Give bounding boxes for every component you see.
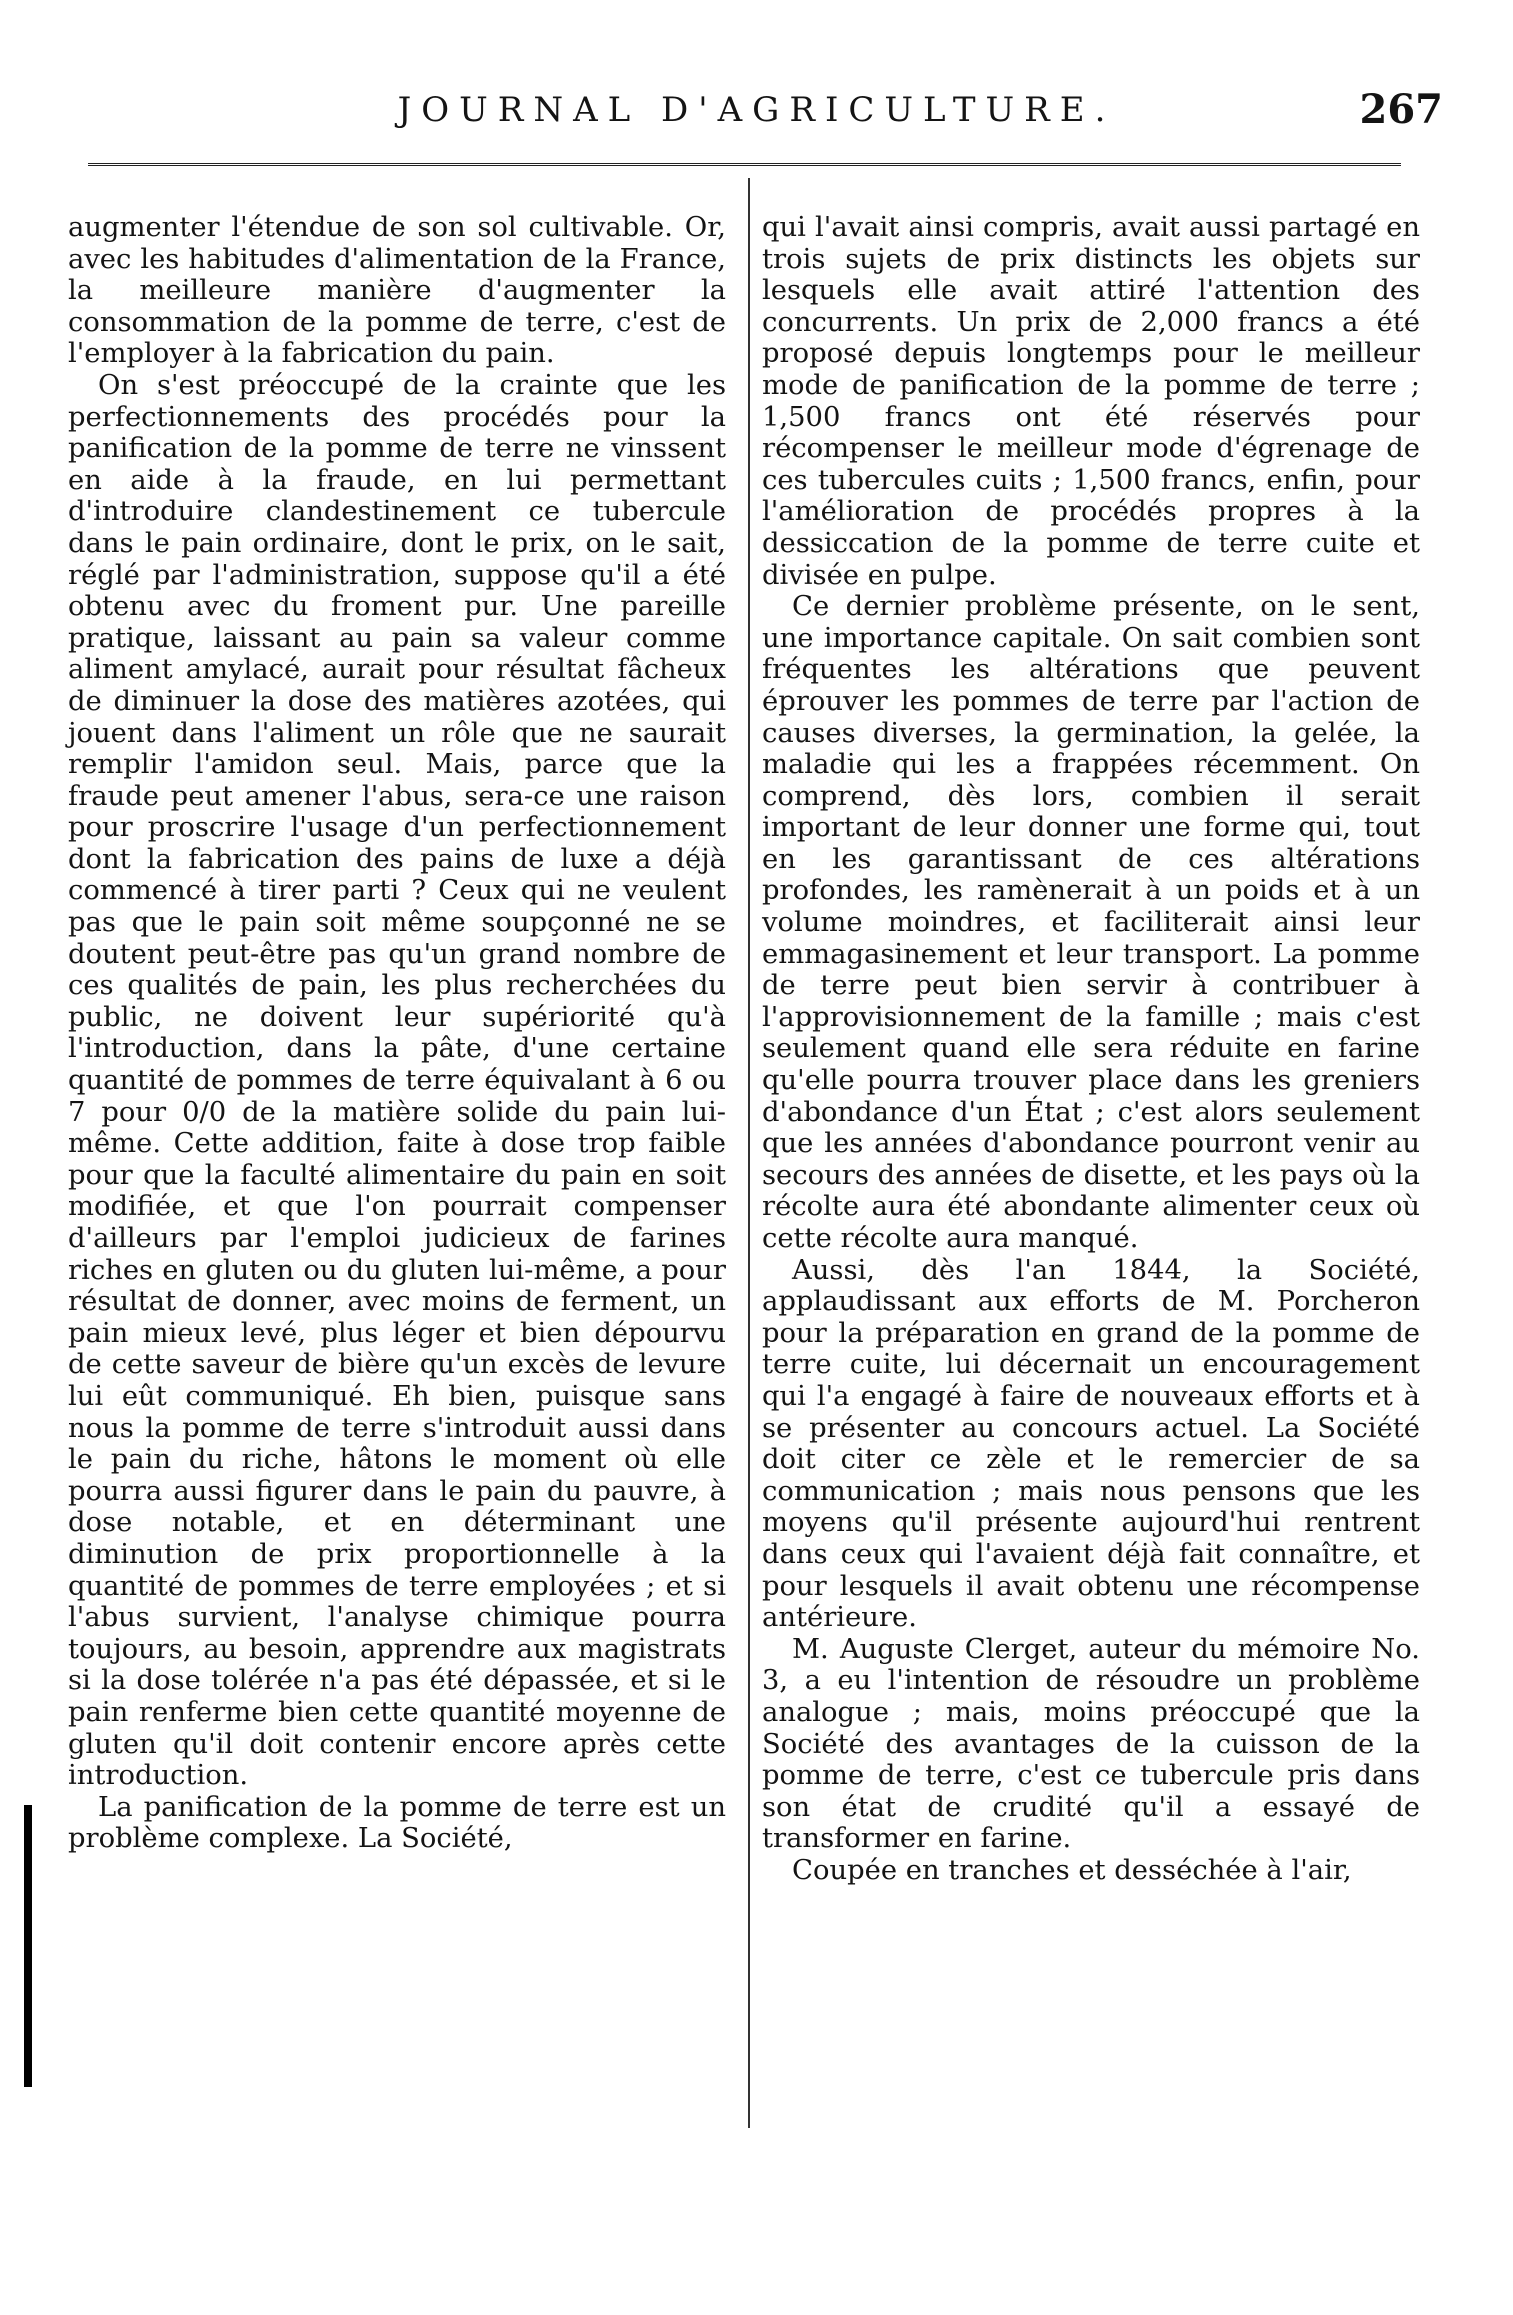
- paragraph: La panification de la pomme de terre est un problème complexe. La Société,: [68, 1791, 726, 1855]
- column-divider: [748, 178, 750, 2128]
- paragraph: Ce dernier problème présente, on le sent, une importance capitale. On sait combien sont fréquentes les altérations que peuvent éprouver les pommes de terre par l'action de causes diverses, la germination, la gelée, la maladie qui les a frappées récemment. On comprend, dès lors, combien il serait important de leur donner une forme qui, tout en les garantissant de ces altérations profondes, les ramènerait à un poids et à un volume moindres, et faciliterait ainsi leur emmagasinement et leur transport. La pomme de terre peut bien servir à contribuer à l'approvisionnement de la famille ; mais c'est seulement quand elle sera réduite en farine qu'elle pourra trouver place dans les greniers d'abondance d'un État ; c'est alors seulement que les années d'abondance pourront venir au secours des années de disette, et les pays où la récolte aura été abondante alimenter ceux où cette récolte aura manqué.: [762, 591, 1420, 1254]
- paragraph: M. Auguste Clerget, auteur du mémoire No. 3, a eu l'intention de résoudre un problème analogue ; mais, moins préoccupé que la Société des avantages de la cuisson de la pomme de terre, c'est ce tubercule pris dans son état de crudité qu'il a essayé de transformer en farine.: [762, 1633, 1420, 1855]
- paragraph: Coupée en tranches et desséchée à l'air,: [792, 1854, 1352, 1886]
- page-number: 267: [1359, 86, 1443, 133]
- page-header: [60, 88, 1453, 138]
- left-column: [68, 212, 726, 1855]
- right-column: [762, 212, 1420, 1886]
- running-title: JOURNAL D'AGRICULTURE.: [397, 90, 1116, 130]
- paragraph: augmenter l'étendue de son sol cultivable. Or, avec les habitudes d'alimentation de la France, la meilleure manière d'augmenter la consommation de la pomme de terre, c'est de l'employer à la fabrication du pain.: [68, 212, 726, 370]
- header-rule: [88, 163, 1401, 166]
- margin-mark: [24, 1805, 32, 2087]
- paragraph: On s'est préoccupé de la crainte que les perfectionnements des procédés pour la panification de la pomme de terre ne vinssent en aide à la fraude, en lui permettant d'introduire clandestinement ce tubercule dans le pain ordinaire, dont le prix, on le sait, réglé par l'administration, suppose qu'il a été obtenu avec du froment pur. Une pareille pratique, laissant au pain sa valeur comme aliment amylacé, aurait pour résultat fâcheux de diminuer la dose des matières azotées, qui jouent dans l'aliment un rôle que ne saurait remplir l'amidon seul. Mais, parce que la fraude peut amener l'abus, sera-ce une raison pour proscrire l'usage d'un perfectionnement dont la fabrication des pains de luxe a déjà commencé à tirer parti ? Ceux qui ne veulent pas que le pain soit même soupçonné ne se doutent peut-être pas qu'un grand nombre de ces qualités de pain, les plus recherchées du public, ne doivent leur supériorité qu'à l'introduction, dans la pâte, d'une certaine quantité de pommes de terre équivalant à 6 ou 7 pour 0/0 de la matière solide du pain lui-même. Cette addition, faite à dose trop faible pour que la faculté alimentaire du pain en soit modifiée, et que l'on pourrait compenser d'ailleurs par l'emploi judicieux de farines riches en gluten ou du gluten lui-même, a pour résultat de donner, avec moins de ferment, un pain mieux levé, plus léger et bien dépourvu de cette saveur de bière qu'un excès de levure lui eût communiqué. Eh bien, puisque sans nous la pomme de terre s'introduit aussi dans le pain du riche, hâtons le moment où elle pourra aussi figurer dans le pain du pauvre, à dose notable, et en déterminant une diminution de prix proportionnelle à la quantité de pommes de terre employées ; et si l'abus survient, l'analyse chimique pourra toujours, au besoin, apprendre aux magistrats si la dose tolérée n'a pas été dépassée, et si le pain renferme bien cette quantité moyenne de gluten qu'il doit contenir encore après cette introduction.: [68, 369, 726, 1792]
- paragraph: qui l'avait ainsi compris, avait aussi partagé en trois sujets de prix distincts les objets sur lesquels elle avait attiré l'attention des concurrents. Un prix de 2,000 francs a été proposé depuis longtemps pour le meilleur mode de panification de la pomme de terre ; 1,500 francs ont été réservés pour récompenser le meilleur mode d'égrenage de ces tubercules cuits ; 1,500 francs, enfin, pour l'amélioration de procédés propres à la dessiccation de la pomme de terre cuite et divisée en pulpe.: [762, 212, 1420, 591]
- paragraph: Aussi, dès l'an 1844, la Société, applaudissant aux efforts de M. Porcheron pour la préparation en grand de la pomme de terre cuite, lui décernait un encouragement qui l'a engagé à faire de nouveaux efforts et à se présenter au concours actuel. La Société doit citer ce zèle et le remercier de sa communication ; mais nous pensons que les moyens qu'il présente aujourd'hui rentrent dans ceux qui l'avaient déjà fait connaître, et pour lesquels il avait obtenu une récompense antérieure.: [762, 1254, 1420, 1634]
